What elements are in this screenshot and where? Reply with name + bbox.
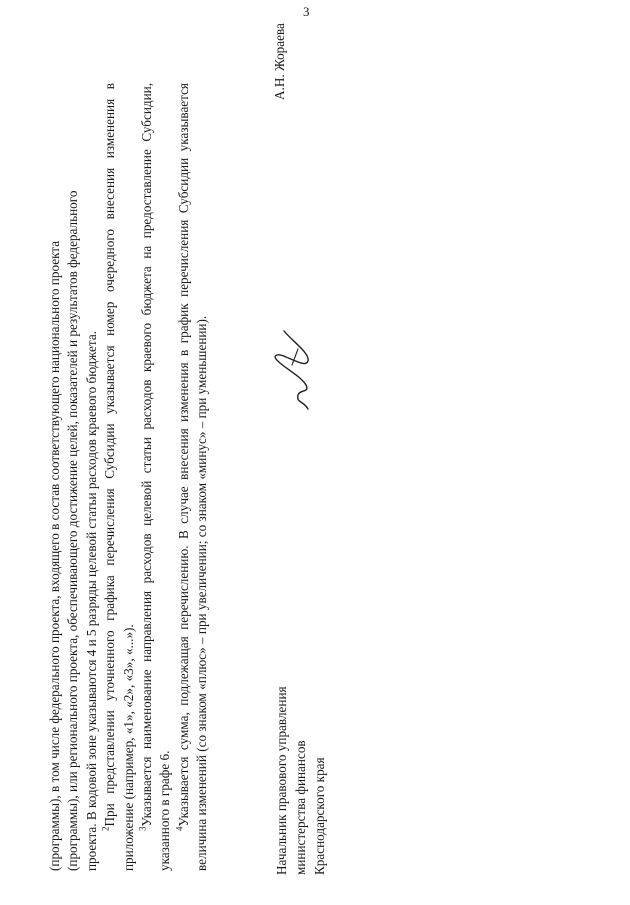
page-number: 3 bbox=[303, 4, 310, 19]
signatory-role-line-1: Начальник правового управления bbox=[274, 686, 289, 875]
handwritten-signature bbox=[262, 325, 322, 415]
footnote-3-text: Указывается наименование направления расходов целевой статьи расходов краевого бюджета на предоставление Субсидии, указанного в графе 6. bbox=[139, 83, 173, 871]
footnote-4-text: Указывается сумма, подлежащая перечислению. В случае внесения изменения в график перечисления Субсидии указывается величина изменений (со знаком «плюс» – при увеличении; со знаком «минус» – при уменьшении). bbox=[175, 83, 210, 871]
rotated-document-body bbox=[44, 23, 604, 883]
signatory-role-line-3: Краснодарского края bbox=[312, 757, 327, 875]
footnote-2-marker: 2 bbox=[100, 826, 111, 831]
signatory-role bbox=[272, 686, 329, 875]
footnote-1-line-2: (программы), или регионального проекта, обеспечивающего достижение целей, показателей и результатов федерального bbox=[65, 190, 81, 871]
footnote-3 bbox=[138, 83, 175, 871]
footnote-2 bbox=[101, 83, 138, 871]
footnote-4-marker: 4 bbox=[174, 826, 185, 831]
signatory-name: А.Н. Жораева bbox=[272, 23, 287, 100]
footnote-1-line-3: проекта. В кодовой зоне указываются 4 и 5 разряды целевой статьи расходов краевого бюджета. bbox=[83, 331, 99, 871]
footnote-2-text: При представлении уточненного графика перечисления Субсидии указывается номер очередного внесения изменения в приложение (например, «1», «2», «3», «...»). bbox=[102, 83, 136, 871]
footnotes bbox=[46, 83, 212, 871]
signature-block bbox=[272, 23, 362, 875]
signatory-role-line-2: министерства финансов bbox=[293, 740, 308, 875]
footnote-1-line-1: (программы), в том числе федерального проекта, входящего в состав соответствующего национального проекта bbox=[47, 240, 62, 871]
footnote-3-marker: 3 bbox=[137, 826, 148, 831]
footnote-4 bbox=[175, 83, 212, 871]
